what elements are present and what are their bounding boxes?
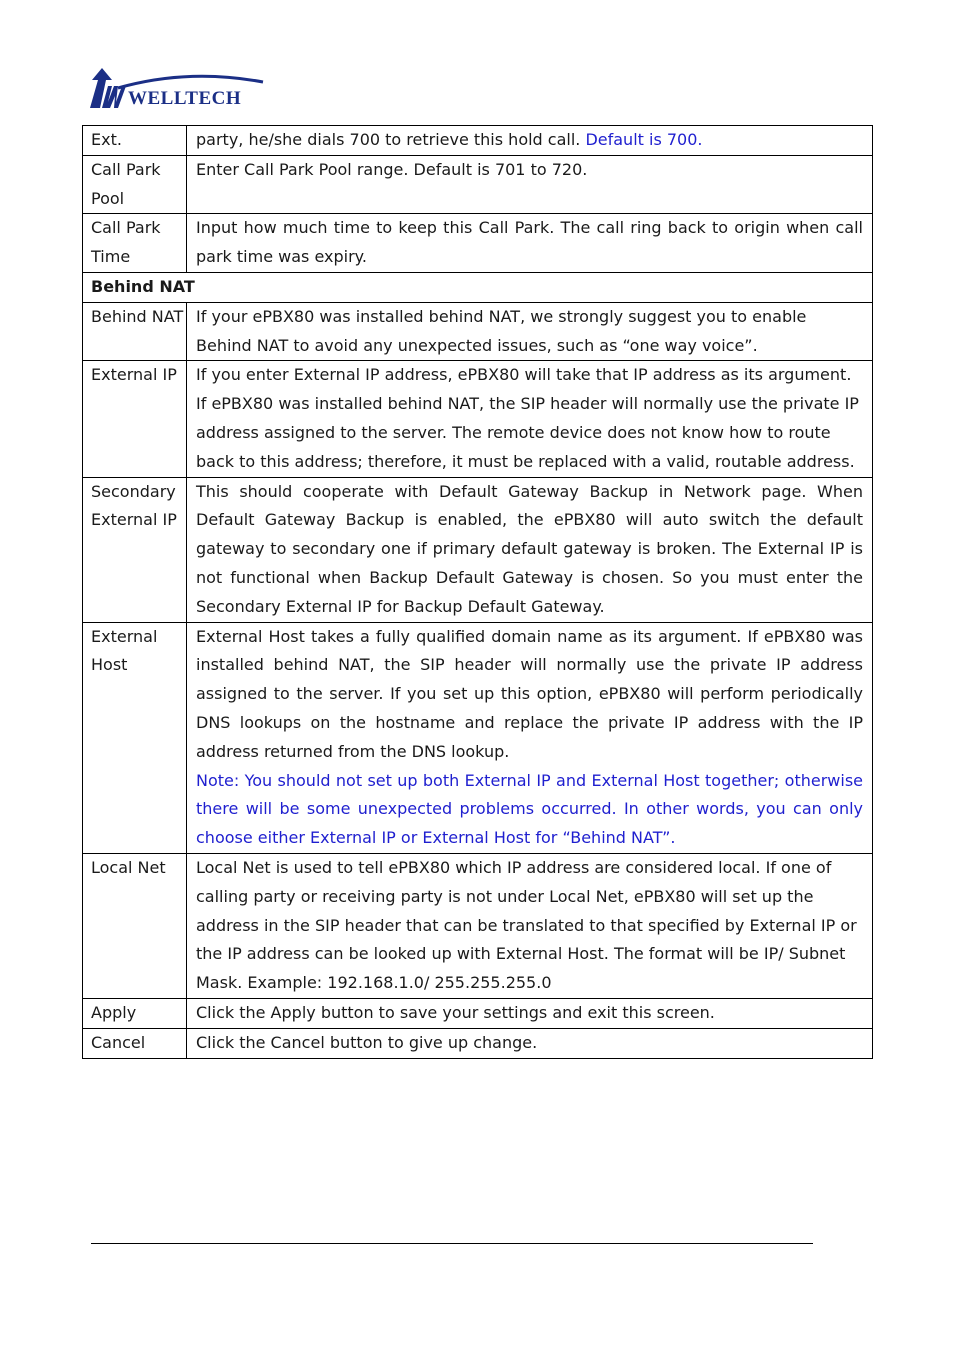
row-description: This should cooperate with Default Gateway Backup in Network page. When Default Gateway Backup is enabled, the ePBX80 will auto switch the default gateway to secondary one if primary default gateway is broken. The External IP is not functional when Backup Default Gateway is chosen. So you must enter the Secondary External IP for Backup Default Gateway. [187, 477, 873, 622]
row-description: Enter Call Park Pool range. Default is 701 to 720. [187, 155, 873, 214]
footer-divider [91, 1243, 813, 1244]
row-label: Call Park Time [83, 214, 187, 273]
row-description: External Host takes a fully qualified domain name as its argument. If ePBX80 was installed behind NAT, the SIP header will normally use the private IP address assigned to the server. If you set up this option, ePBX80 will perform periodically DNS lookups on the hostname and replace the private IP address with the IP address returned from the DNS lookup. Note: You should not set up both External IP and External Host together; otherwise there will be some unexpected problems occurred. In other words, you can only choose either External IP or External Host for “Behind NAT”. [187, 622, 873, 853]
row-description: Local Net is used to tell ePBX80 which IP address are considered local. If one of calling party or receiving party is not under Local Net, ePBX80 will set up the address in the SIP header that can be translated to that specified by External IP or the IP address can be looked up with External Host. The format will be IP/ Subnet Mask. Example: 192.168.1.0/ 255.255.255.0 [187, 853, 873, 998]
table-row [83, 853, 873, 998]
table-row [83, 1028, 873, 1058]
settings-table [82, 125, 873, 1059]
row-label: Local Net [83, 853, 187, 998]
row-description: If you enter External IP address, ePBX80 will take that IP address as its argument. If ePBX80 was installed behind NAT, the SIP header will normally use the private IP address assigned to the server. The remote device does not know how to route back to this address; therefore, it must be replaced with a valid, routable address. [187, 361, 873, 477]
table-row [83, 214, 873, 273]
logo-text: WELLTECH [128, 88, 242, 109]
row-description: Click the Apply button to save your settings and exit this screen. [187, 998, 873, 1028]
row-label: Behind NAT [83, 302, 187, 361]
welltech-logo [88, 66, 268, 110]
warning-note: Note: You should not set up both External IP and External Host together; otherwise there will be some unexpected problems occurred. In other words, you can only choose either External IP or External Host for “Behind NAT”. [196, 770, 863, 848]
section-title: Behind NAT [83, 272, 873, 302]
table-row [83, 998, 873, 1028]
table-row [83, 361, 873, 477]
row-label: Cancel [83, 1028, 187, 1058]
row-description: Input how much time to keep this Call Park. The call ring back to origin when call park time was expiry. [187, 214, 873, 273]
row-label: Apply [83, 998, 187, 1028]
row-description: If your ePBX80 was installed behind NAT, we strongly suggest you to enable Behind NAT to avoid any unexpected issues, such as “one way voice”. [187, 302, 873, 361]
table-row [83, 477, 873, 622]
table-row [83, 155, 873, 214]
row-label: Call Park Pool [83, 155, 187, 214]
section-row [83, 272, 873, 302]
row-label: Ext. [83, 126, 187, 156]
default-value-note: Default is 700. [585, 130, 703, 149]
table-row [83, 622, 873, 853]
table-row [83, 126, 873, 156]
row-description: Click the Cancel button to give up change. [187, 1028, 873, 1058]
table-row [83, 302, 873, 361]
logo-graphic [88, 66, 268, 110]
row-description: party, he/she dials 700 to retrieve this hold call. Default is 700. [187, 126, 873, 156]
row-label: Secondary External IP [83, 477, 187, 622]
row-label: External IP [83, 361, 187, 477]
row-label: External Host [83, 622, 187, 853]
